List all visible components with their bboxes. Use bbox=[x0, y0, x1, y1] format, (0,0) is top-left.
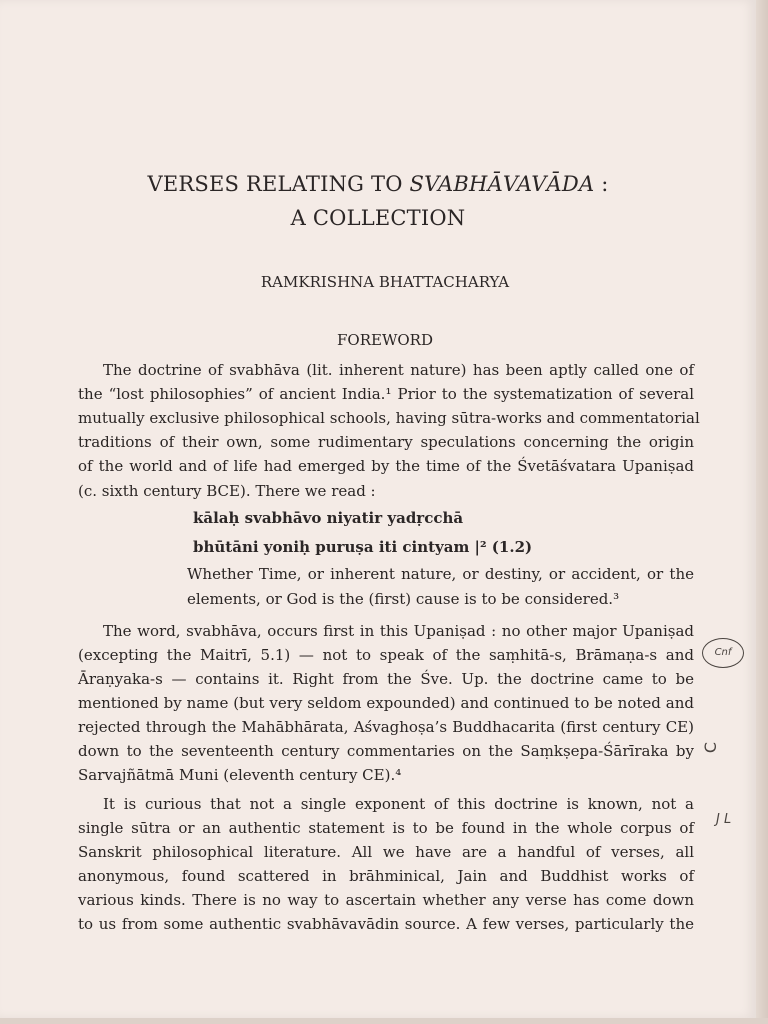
verse-translation-line: Whether Time, or inherent nature, or destiny, or accident, or the bbox=[187, 565, 694, 583]
title-line-1 bbox=[0, 172, 756, 196]
section-heading: FOREWORD bbox=[337, 331, 433, 349]
title-italic: SVABHĀVAVĀDA bbox=[409, 172, 595, 196]
paragraph-3-line: single sūtra or an authentic statement is to be found in the whole corpus of bbox=[78, 819, 694, 837]
paragraph-2-line: mentioned by name (but very seldom expounded) and continued to be noted and bbox=[78, 694, 694, 712]
margin-note-initials: J L bbox=[716, 812, 732, 827]
paragraph-3-line: Sanskrit philosophical literature. All we have are a handful of verses, all bbox=[78, 843, 694, 861]
sanskrit-verse-line: bhūtāni yoniḥ puruṣa iti cintyam |² (1.2) bbox=[193, 538, 533, 556]
paragraph-2-line: rejected through the Mahābhārata, Aśvaghoṣa’s Buddhacarita (first century CE) bbox=[78, 718, 694, 736]
paragraph-1-line: The doctrine of svabhāva (lit. inherent nature) has been aptly called one of bbox=[103, 361, 694, 379]
paragraph-1-line: mutually exclusive philosophical schools, having sūtra-works and commentatorial bbox=[78, 409, 700, 427]
paragraph-3-line: to us from some authentic svabhāvavādin source. A few verses, particularly the bbox=[78, 915, 694, 933]
paragraph-3-line: various kinds. There is no way to ascertain whether any verse has come down bbox=[78, 891, 694, 909]
sanskrit-verse-line: kālaḥ svabhāvo niyatir yadṛcchā bbox=[193, 509, 464, 527]
margin-note-c-mark: C bbox=[701, 741, 721, 754]
paragraph-3-line: It is curious that not a single exponent of this doctrine is known, not a bbox=[103, 795, 694, 813]
paragraph-1-line: of the world and of life had emerged by the time of the Śvetāśvatara Upaniṣad bbox=[78, 457, 694, 475]
paragraph-2-line: down to the seventeenth century commentaries on the Saṃkṣepa-Śārīraka by bbox=[78, 742, 694, 760]
paragraph-2-line: Sarvajñātmā Muni (eleventh century CE).⁴ bbox=[78, 766, 402, 784]
author-name: RAMKRISHNA BHATTACHARYA bbox=[260, 273, 510, 291]
paragraph-2-line: The word, svabhāva, occurs first in this Upaniṣad : no other major Upaniṣad bbox=[103, 622, 694, 640]
margin-note-oval: Cnf bbox=[702, 638, 744, 668]
title-suffix: : bbox=[594, 172, 609, 196]
paragraph-1-line: traditions of their own, some rudimentary speculations concerning the origin bbox=[78, 433, 694, 451]
title-line-2: A COLLECTION bbox=[290, 206, 466, 230]
page-edge-bottom bbox=[0, 1018, 768, 1024]
page-edge-right bbox=[756, 0, 768, 1024]
paragraph-3-line: anonymous, found scattered in brāhminical, Jain and Buddhist works of bbox=[78, 867, 694, 885]
paragraph-1-line: the “lost philosophies” of ancient India.¹ Prior to the systematization of several bbox=[78, 385, 694, 403]
verse-translation-line: elements, or God is the (first) cause is to be considered.³ bbox=[187, 590, 620, 608]
paragraph-2-line: Āraṇyaka-s — contains it. Right from the Śve. Up. the doctrine came to be bbox=[78, 670, 694, 688]
paragraph-2-line: (excepting the Maitrī, 5.1) — not to speak of the saṃhitā-s, Brāmaṇa-s and bbox=[78, 646, 694, 664]
title-prefix: VERSES RELATING TO bbox=[147, 172, 410, 196]
paragraph-1-line: (c. sixth century BCE). There we read : bbox=[78, 482, 376, 500]
